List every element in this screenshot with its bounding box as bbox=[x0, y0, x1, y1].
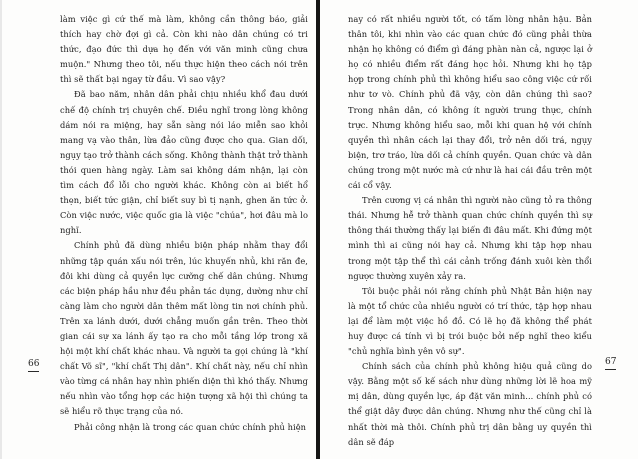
left-paragraph-1: làm việc gì cứ thế mà làm, không cần thông báo, giải thích hay chờ đợi gì cả. Còn khi nào dân chúng có tri thức, đạo đức thì dựa họ đến với văn minh cũng chưa muộn." Nhưng theo tôi, nếu thực hiện theo cách nói trên thì sẽ thất bại ngay từ đầu. Vì sao vậy? bbox=[60, 14, 308, 85]
right-page-number: 67 bbox=[605, 357, 616, 370]
right-page bbox=[320, 0, 638, 459]
right-paragraph-2: Trên cương vị cá nhân thì người nào cũng tỏ ra thông thái. Nhưng hễ trở thành quan chức chính quyền thì sự thông thái thường thấy lại biến đi đâu mất. Khi đứng một mình thì ai cũng nói hay cả. Nhưng khi tập hợp nhau trong một tập thể thì cái cảnh trống đánh xuôi kèn thổi ngược thường xuyên xảy ra. bbox=[348, 195, 592, 281]
right-paragraph-4: Chính sách của chính phủ không hiệu quả cũng do vậy. Bằng một số kế sách như dùng những lời lẽ hoa mỹ mị dân, dùng quyền lực, áp đặt văn minh... chính phủ có thể giật dây được dân chúng. Nhưng như thế cũng chỉ là nhất thời mà thôi. Chính phủ trị dân bằng uy quyền thì dân sẽ đáp bbox=[348, 361, 592, 447]
left-paragraph-4: Phải công nhận là trong các quan chức chính phủ hiện bbox=[74, 421, 307, 432]
right-paragraph-1: nay có rất nhiều người tốt, có tấm lòng nhân hậu. Bản thân tôi, khi nhìn vào các quan chức đó cũng phải thừa nhận họ không có điểm gì đáng phàn nàn cả, ngược lại ở họ có nhiều điểm rất đáng học hỏi. Nhưng khi họ tập hợp trong chính phủ thì không hiểu sao công việc cứ rối như tơ vò. Chính phủ đã vậy, còn dân chúng thì sao? Trong nhân dân, có không ít người trung thực, chính trực. Nhưng không hiểu sao, mỗi khi quan hệ với chính quyền thì nhân cách lại thay đổi, trở nên dối trá, ngụy biện, trơ tráo, lừa dối cả chính quyền. Quan chức và dân chúng trong một nước mà cứ như là hai cái đầu trên một cái cổ vậy. bbox=[348, 14, 592, 191]
left-page bbox=[0, 0, 318, 459]
left-paragraph-3: Chính phủ đã dùng nhiều biện pháp nhằm thay đổi những tập quán xấu nói trên, lúc khuyến nhủ, khi răn đe, đôi khi dùng cả quyền lực cưỡng chế dân chúng. Nhưng các biện pháp hầu như đều phản tác dụng, dường như chỉ càng làm cho người dân thêm mất lòng tin nơi chính phủ. Trên xa lánh dưới, dưới chẳng muốn gần trên. Theo thời gian cái sự xa lánh ấy tạo ra cho mỗi tầng lớp trong xã hội một khí chất khác nhau. Và người ta gọi chúng là "khí chất Võ sĩ", "khí chất Thị dân". Khí chất này, nếu chỉ nhìn vào từng cá nhân hay nhìn phiến diện thì khó thấy. Nhưng nếu nhìn vào tổng hợp các hiện tượng xã hội thì chúng ta sẽ hiểu rõ thực trạng của nó. bbox=[60, 240, 308, 417]
left-page-number: 66 bbox=[28, 359, 39, 372]
left-paragraph-2: Đã bao năm, nhân dân phải chịu nhiều khổ đau dưới chế độ chính trị chuyên chế. Điều nghĩ trong lòng không dám nói ra miệng, hay sẵn sàng nói láo miễn sao khỏi mang vạ vào thân, lừa đảo cũng được cho qua. Gian dối, ngụy tạo trở thành cách sống. Không thành thật trở thành thói quen hàng ngày. Làm sai không dám nhận, lại còn tìm cách đổ lỗi cho người khác. Không còn ai biết hổ thẹn, biết tức giận, chỉ biết suy bì tị nạnh, ghen ăn tức ở. Còn việc nước, việc quốc gia là việc "chúa", hơi đâu mà lo nghĩ. bbox=[60, 89, 308, 236]
left-page-body bbox=[60, 12, 308, 435]
right-paragraph-3: Tôi buộc phải nói rằng chính phủ Nhật Bản hiện nay là một tổ chức của nhiều người có trí thức, tập hợp nhau lại để làm một việc hồ đồ. Có lẽ họ đã không thể phát huy được cá tính vì bị trói buộc bởi nếp nghĩ theo kiểu "chủ nghĩa bình yên vô sự". bbox=[348, 285, 592, 357]
right-page-body bbox=[348, 12, 592, 450]
